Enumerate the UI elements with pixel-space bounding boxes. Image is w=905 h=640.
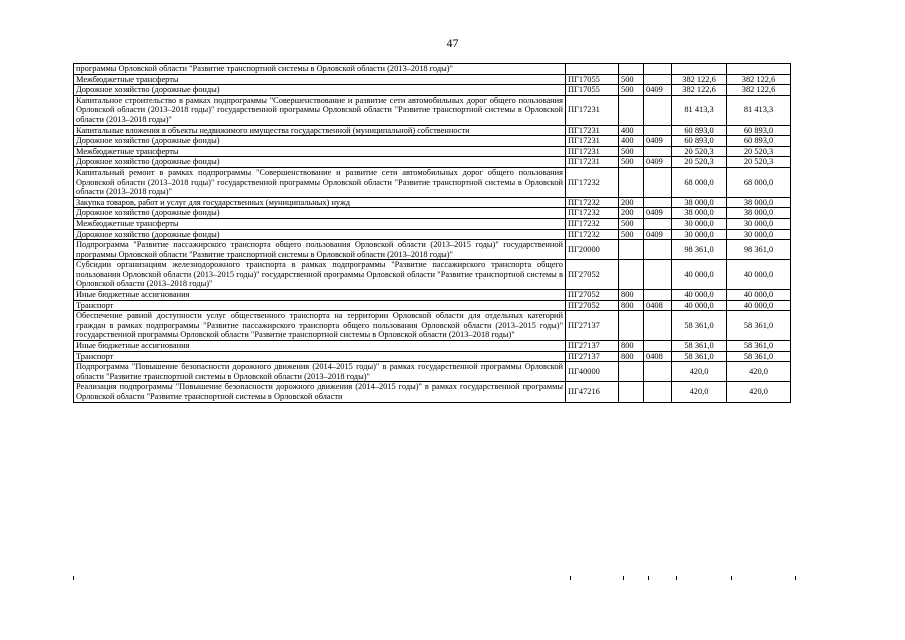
table-row: [74, 382, 791, 402]
row-expense-type: 500: [619, 74, 644, 85]
row-section: [644, 382, 672, 402]
column-line: [731, 576, 732, 580]
row-amount-2: [727, 64, 791, 75]
column-line: [795, 576, 796, 580]
row-code: ПГ17231: [566, 125, 619, 136]
row-amount-2: 98 361,0: [727, 240, 791, 260]
row-amount-2: 38 000,0: [727, 208, 791, 219]
row-amount-2: 20 520,3: [727, 157, 791, 168]
row-amount-1: 81 413,3: [672, 95, 727, 125]
row-section: [644, 125, 672, 136]
row-name: Капитальные вложения в объекты недвижимого имущества государственной (муниципальной) собственности: [74, 125, 566, 136]
row-code: ПГ17232: [566, 167, 619, 197]
row-amount-2: 40 000,0: [727, 260, 791, 290]
table-row: [74, 167, 791, 197]
row-code: ПГ20000: [566, 240, 619, 260]
row-amount-2: 68 000,0: [727, 167, 791, 197]
row-code: ПГ27137: [566, 311, 619, 341]
row-amount-1: [672, 64, 727, 75]
row-name: Дорожное хозяйство (дорожные фонды): [74, 85, 566, 96]
row-name: Транспорт: [74, 300, 566, 311]
table-row: [74, 311, 791, 341]
row-code: [566, 64, 619, 75]
table-row: [74, 218, 791, 229]
budget-table: [73, 63, 791, 403]
row-name: Субсидии организациям железнодорожного транспорта в рамках подпрограммы "Развитие пассажирского транспорта общего пользования Орловской области (2013–2015 годы)" государственной программы Орловской области "Развитие транспортной системы в Орловской области (2013–2018 годы)": [74, 260, 566, 290]
row-amount-1: 382 122,6: [672, 85, 727, 96]
row-code: ПГ40000: [566, 362, 619, 382]
row-code: ПГ47216: [566, 382, 619, 402]
table-row: [74, 362, 791, 382]
row-expense-type: 800: [619, 341, 644, 352]
row-section: 0408: [644, 351, 672, 362]
row-name: Межбюджетные трансферты: [74, 146, 566, 157]
row-expense-type: 500: [619, 146, 644, 157]
page-number: 47: [446, 36, 459, 50]
row-name: Подпрограмма "Повышение безопасности дорожного движения (2014–2015 годы)" в рамках государственной программы Орловской области "Развитие транспортной системы в Орловской области (2013–2018 годы)": [74, 362, 566, 382]
row-section: [644, 311, 672, 341]
row-code: ПГ17232: [566, 208, 619, 219]
row-amount-1: 58 361,0: [672, 311, 727, 341]
row-code: ПГ17231: [566, 136, 619, 147]
row-amount-1: 40 000,0: [672, 290, 727, 301]
row-expense-type: 500: [619, 85, 644, 96]
row-amount-1: 58 361,0: [672, 351, 727, 362]
row-amount-1: 40 000,0: [672, 260, 727, 290]
row-amount-1: 40 000,0: [672, 300, 727, 311]
row-section: [644, 260, 672, 290]
row-name: Капитальный ремонт в рамках подпрограммы "Совершенствование и развитие сети автомобильных дорог общего пользования Орловской области (2013–2018 годы)" государственной программы Орловской области "Развитие транспортной системы в Орловской области (2013–2018 годы)": [74, 167, 566, 197]
row-amount-2: 81 413,3: [727, 95, 791, 125]
row-section: 0409: [644, 85, 672, 96]
row-code: ПГ27052: [566, 300, 619, 311]
column-line: [570, 576, 571, 580]
row-name: Реализация подпрограммы "Повышение безопасности дорожного движения (2014–2015 годы)" в рамках государственной программы Орловской области "Развитие транспортной системы в Орловской области: [74, 382, 566, 402]
row-name: Иные бюджетные ассигнования: [74, 290, 566, 301]
row-section: 0408: [644, 300, 672, 311]
row-section: [644, 218, 672, 229]
row-expense-type: 200: [619, 208, 644, 219]
row-amount-1: 30 000,0: [672, 229, 727, 240]
row-amount-2: 30 000,0: [727, 229, 791, 240]
table-row: [74, 74, 791, 85]
row-amount-2: 30 000,0: [727, 218, 791, 229]
column-line: [623, 576, 624, 580]
row-expense-type: [619, 240, 644, 260]
row-section: [644, 240, 672, 260]
row-amount-2: 420,0: [727, 382, 791, 402]
row-amount-1: 382 122,6: [672, 74, 727, 85]
row-code: ПГ17231: [566, 95, 619, 125]
row-section: 0409: [644, 157, 672, 168]
row-name: Закупка товаров, работ и услуг для государственных (муниципальных) нужд: [74, 197, 566, 208]
row-name: Межбюджетные трансферты: [74, 74, 566, 85]
row-code: ПГ27137: [566, 351, 619, 362]
row-expense-type: 400: [619, 125, 644, 136]
table-row: [74, 125, 791, 136]
row-expense-type: [619, 382, 644, 402]
row-expense-type: 500: [619, 157, 644, 168]
table-row: [74, 95, 791, 125]
row-name: программы Орловской области "Развитие транспортной системы в Орловской области (2013–2018 годы)": [74, 64, 566, 75]
row-name: Дорожное хозяйство (дорожные фонды): [74, 157, 566, 168]
row-expense-type: 800: [619, 300, 644, 311]
row-name: Иные бюджетные ассигнования: [74, 341, 566, 352]
row-section: [644, 64, 672, 75]
row-expense-type: 800: [619, 351, 644, 362]
row-amount-2: 40 000,0: [727, 300, 791, 311]
table-row: [74, 64, 791, 75]
row-section: [644, 95, 672, 125]
table-row: [74, 351, 791, 362]
row-name: Дорожное хозяйство (дорожные фонды): [74, 229, 566, 240]
row-amount-2: 58 361,0: [727, 351, 791, 362]
row-section: [644, 74, 672, 85]
row-section: [644, 146, 672, 157]
row-name: Дорожное хозяйство (дорожные фонды): [74, 136, 566, 147]
row-amount-2: 38 000,0: [727, 197, 791, 208]
row-section: [644, 167, 672, 197]
table-row: [74, 146, 791, 157]
row-amount-1: 38 000,0: [672, 197, 727, 208]
table-row: [74, 341, 791, 352]
table-row: [74, 290, 791, 301]
row-amount-1: 30 000,0: [672, 218, 727, 229]
row-expense-type: [619, 95, 644, 125]
row-section: [644, 290, 672, 301]
table-row: [74, 157, 791, 168]
row-amount-2: 60 893,0: [727, 125, 791, 136]
row-expense-type: [619, 64, 644, 75]
table-row: [74, 229, 791, 240]
row-code: ПГ17231: [566, 146, 619, 157]
row-code: ПГ27137: [566, 341, 619, 352]
row-name: Межбюджетные трансферты: [74, 218, 566, 229]
row-expense-type: 500: [619, 218, 644, 229]
row-code: ПГ17232: [566, 218, 619, 229]
table-row: [74, 300, 791, 311]
row-amount-1: 60 893,0: [672, 125, 727, 136]
row-amount-2: 382 122,6: [727, 74, 791, 85]
table-row: [74, 260, 791, 290]
table-row: [74, 208, 791, 219]
table-row: [74, 240, 791, 260]
row-section: 0409: [644, 229, 672, 240]
row-section: 0409: [644, 136, 672, 147]
row-expense-type: [619, 311, 644, 341]
row-amount-2: 420,0: [727, 362, 791, 382]
row-name: Подпрограмма "Развитие пассажирского транспорта общего пользования Орловской области (2013–2015 годы)" государственной программы Орловской области "Развитие транспортной системы в Орловской области (2013–2018 годы)": [74, 240, 566, 260]
row-amount-1: 20 520,3: [672, 157, 727, 168]
row-amount-2: 58 361,0: [727, 311, 791, 341]
row-amount-2: 60 893,0: [727, 136, 791, 147]
row-expense-type: 200: [619, 197, 644, 208]
row-expense-type: [619, 167, 644, 197]
row-name: Капитальное строительство в рамках подпрограммы "Совершенствование и развитие сети автомобильных дорог общего пользования Орловской области (2013–2018 годы)" государственной программы Орловской области "Развитие транспортной системы в Орловской области (2013–2018 годы)": [74, 95, 566, 125]
row-code: ПГ17055: [566, 85, 619, 96]
row-code: ПГ17055: [566, 74, 619, 85]
budget-table-body: [74, 64, 791, 403]
row-expense-type: [619, 362, 644, 382]
row-amount-1: 68 000,0: [672, 167, 727, 197]
column-line: [73, 576, 74, 580]
column-line: [676, 576, 677, 580]
row-section: [644, 362, 672, 382]
row-code: ПГ17231: [566, 157, 619, 168]
row-code: ПГ27052: [566, 260, 619, 290]
row-name: Обеспечение равной доступности услуг общественного транспорта на территории Орловской области для отдельных категорий граждан в рамках подпрограммы "Развитие пассажирского транспорта общего пользования Орловской области (2013–2015 годы)" государственной программы Орловской области "Развитие транспортной системы в Орловской области (2013–2018 годы)": [74, 311, 566, 341]
row-amount-1: 20 520,3: [672, 146, 727, 157]
row-code: ПГ27052: [566, 290, 619, 301]
row-expense-type: 800: [619, 290, 644, 301]
row-expense-type: [619, 260, 644, 290]
row-section: [644, 197, 672, 208]
column-line: [648, 576, 649, 580]
table-row: [74, 85, 791, 96]
row-amount-2: 58 361,0: [727, 341, 791, 352]
row-expense-type: 500: [619, 229, 644, 240]
row-amount-1: 38 000,0: [672, 208, 727, 219]
table-row: [74, 136, 791, 147]
table-row: [74, 197, 791, 208]
row-amount-1: 98 361,0: [672, 240, 727, 260]
row-section: 0409: [644, 208, 672, 219]
row-code: ПГ17232: [566, 197, 619, 208]
row-section: [644, 341, 672, 352]
row-amount-1: 60 893,0: [672, 136, 727, 147]
row-amount-2: 382 122,6: [727, 85, 791, 96]
row-amount-2: 40 000,0: [727, 290, 791, 301]
row-name: Дорожное хозяйство (дорожные фонды): [74, 208, 566, 219]
row-amount-1: 58 361,0: [672, 341, 727, 352]
row-expense-type: 400: [619, 136, 644, 147]
row-amount-1: 420,0: [672, 382, 727, 402]
row-amount-2: 20 520,3: [727, 146, 791, 157]
row-amount-1: 420,0: [672, 362, 727, 382]
row-name: Транспорт: [74, 351, 566, 362]
row-code: ПГ17232: [566, 229, 619, 240]
